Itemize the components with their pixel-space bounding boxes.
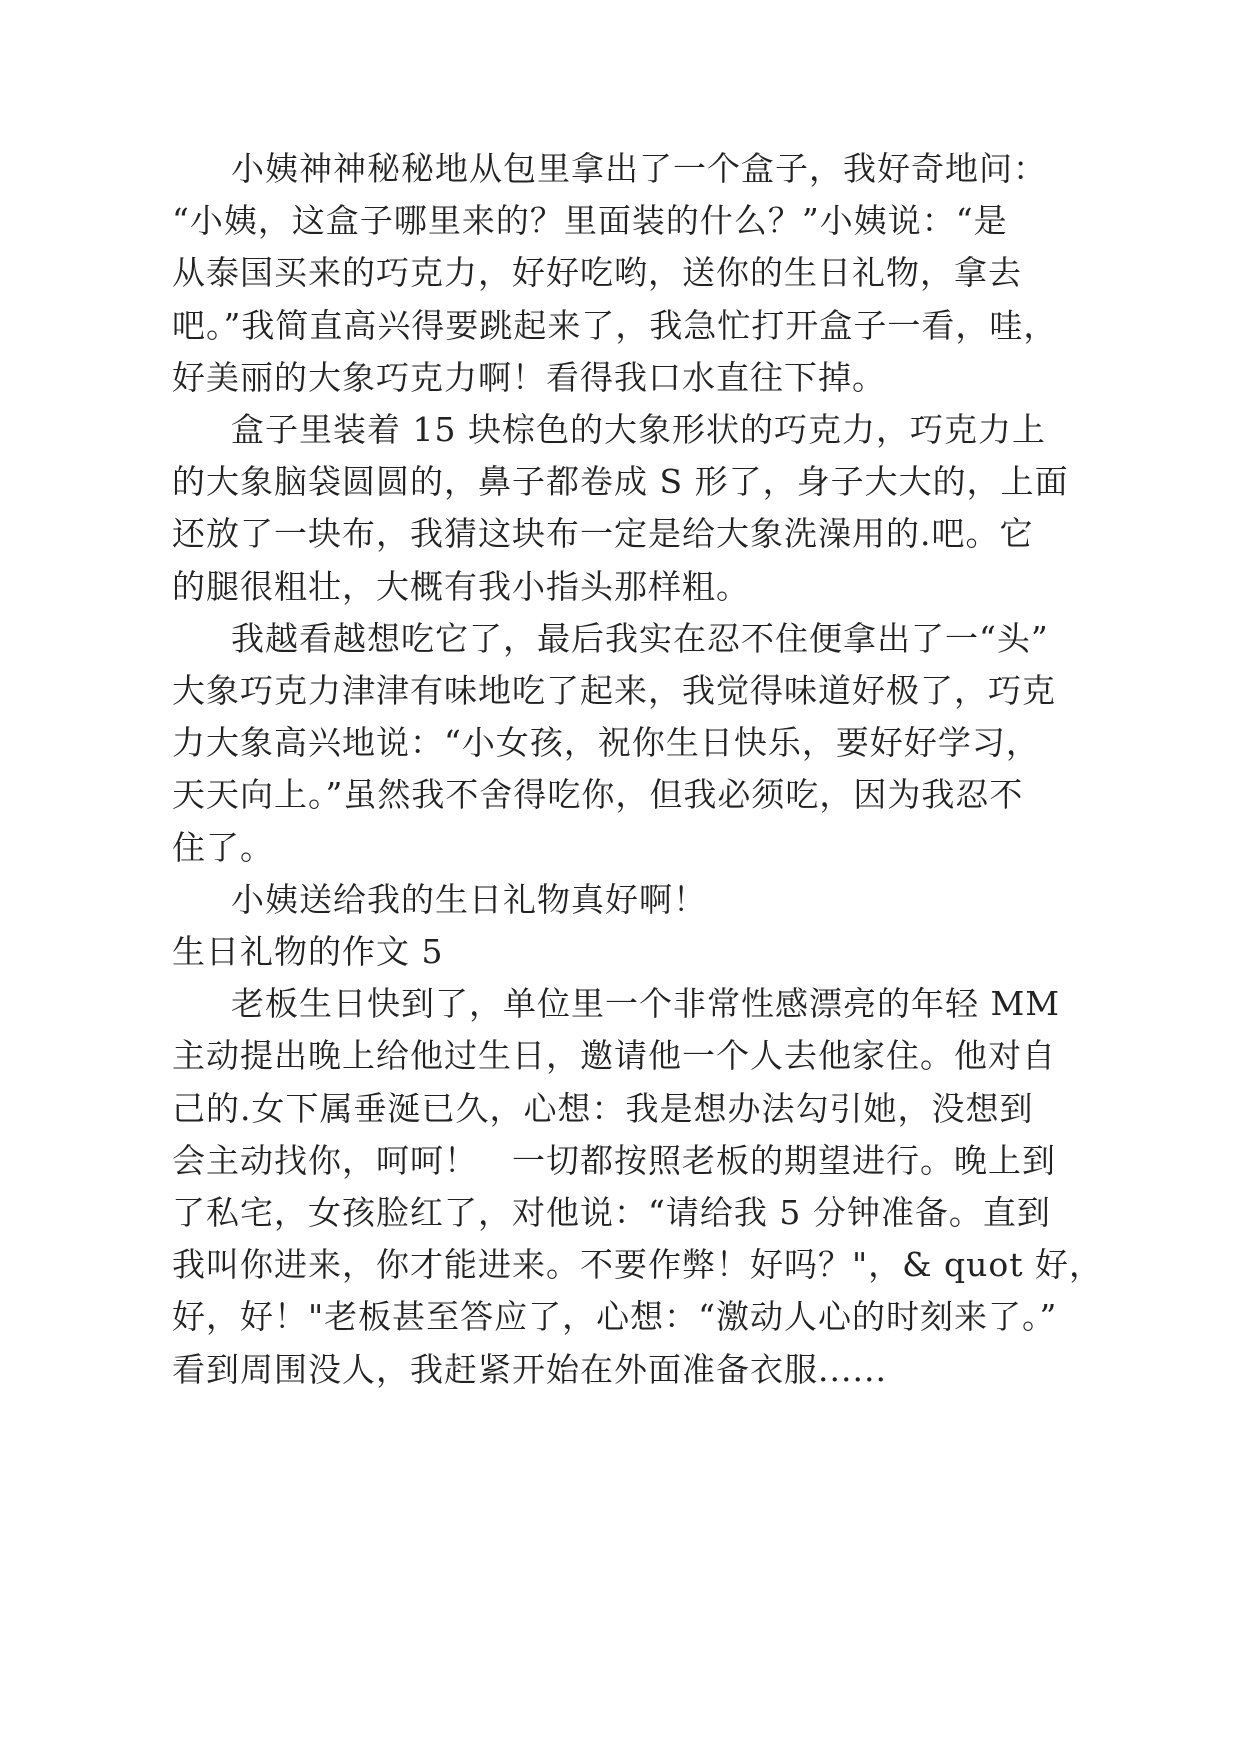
- section-paragraph-line-8: 看到周围没人，我赶紧开始在外面准备衣服......: [172, 1350, 887, 1389]
- paragraph-3-line-5: 住了。: [172, 828, 274, 867]
- paragraph-3-line-4: 天天向上。”虽然我不舍得吃你，但我必须吃，因为我忍不: [172, 775, 1024, 814]
- paragraph-3-line-2: 大象巧克力津津有味地吃了起来，我觉得味道好极了，巧克: [172, 671, 1056, 710]
- paragraph-3-line-1: 我越看越想吃它了，最后我实在忍不住便拿出了一“头”: [231, 619, 1049, 658]
- paragraph-4-line-1: 小姨送给我的生日礼物真好啊！: [231, 880, 707, 919]
- paragraph-1-line-4: 吧。”我简直高兴得要跳起来了，我急忙打开盒子一看，哇，: [172, 306, 1058, 345]
- section-paragraph-line-1: 老板生日快到了，单位里一个非常性感漂亮的年轻 MM: [231, 984, 1061, 1023]
- paragraph-1-line-2: “小姨，这盒子哪里来的？里面装的什么？”小姨说：“是: [172, 201, 1008, 240]
- paragraph-1-line-3: 从泰国买来的巧克力，好好吃哟，送你的生日礼物，拿去: [172, 253, 1022, 292]
- paragraph-1-line-5: 好美丽的大象巧克力啊！看得我口水直往下掉。: [172, 358, 886, 397]
- paragraph-2-line-4: 的腿很粗壮，大概有我小指头那样粗。: [172, 567, 750, 606]
- section-paragraph-line-4: 会主动找你，呵呵！ 一切都按照老板的期望进行。晚上到: [172, 1141, 1056, 1180]
- section-title: 生日礼物的作文 5: [172, 932, 444, 971]
- section-paragraph-line-7: 好，好！"老板甚至答应了，心想：“激动人心的时刻来了。”: [172, 1297, 1058, 1336]
- section-paragraph-line-6: 我叫你进来，你才能进来。不要作弊！好吗？"，& quot 好，: [172, 1245, 1104, 1284]
- paragraph-2-line-3: 还放了一块布，我猜这块布一定是给大象洗澡用的.吧。它: [172, 514, 1034, 553]
- section-paragraph-line-2: 主动提出晚上给他过生日，邀请他一个人去他家住。他对自: [172, 1036, 1056, 1075]
- section-paragraph-line-3: 己的.女下属垂涎已久，心想：我是想办法勾引她，没想到: [172, 1089, 1034, 1128]
- paragraph-3-line-3: 力大象高兴地说：“小女孩，祝你生日快乐，要好好学习，: [172, 723, 1040, 762]
- paragraph-1-line-1: 小姨神神秘秘地从包里拿出了一个盒子，我好奇地问：: [231, 149, 1047, 188]
- section-paragraph-line-5: 了私宅，女孩脸红了，对他说：“请给我 5 分钟准备。直到: [172, 1193, 1051, 1232]
- paragraph-2-line-1: 盒子里装着 15 块棕色的大象形状的巧克力，巧克力上: [231, 410, 1046, 449]
- paragraph-2-line-2: 的大象脑袋圆圆的，鼻子都卷成 S 形了，身子大大的，上面: [172, 462, 1069, 501]
